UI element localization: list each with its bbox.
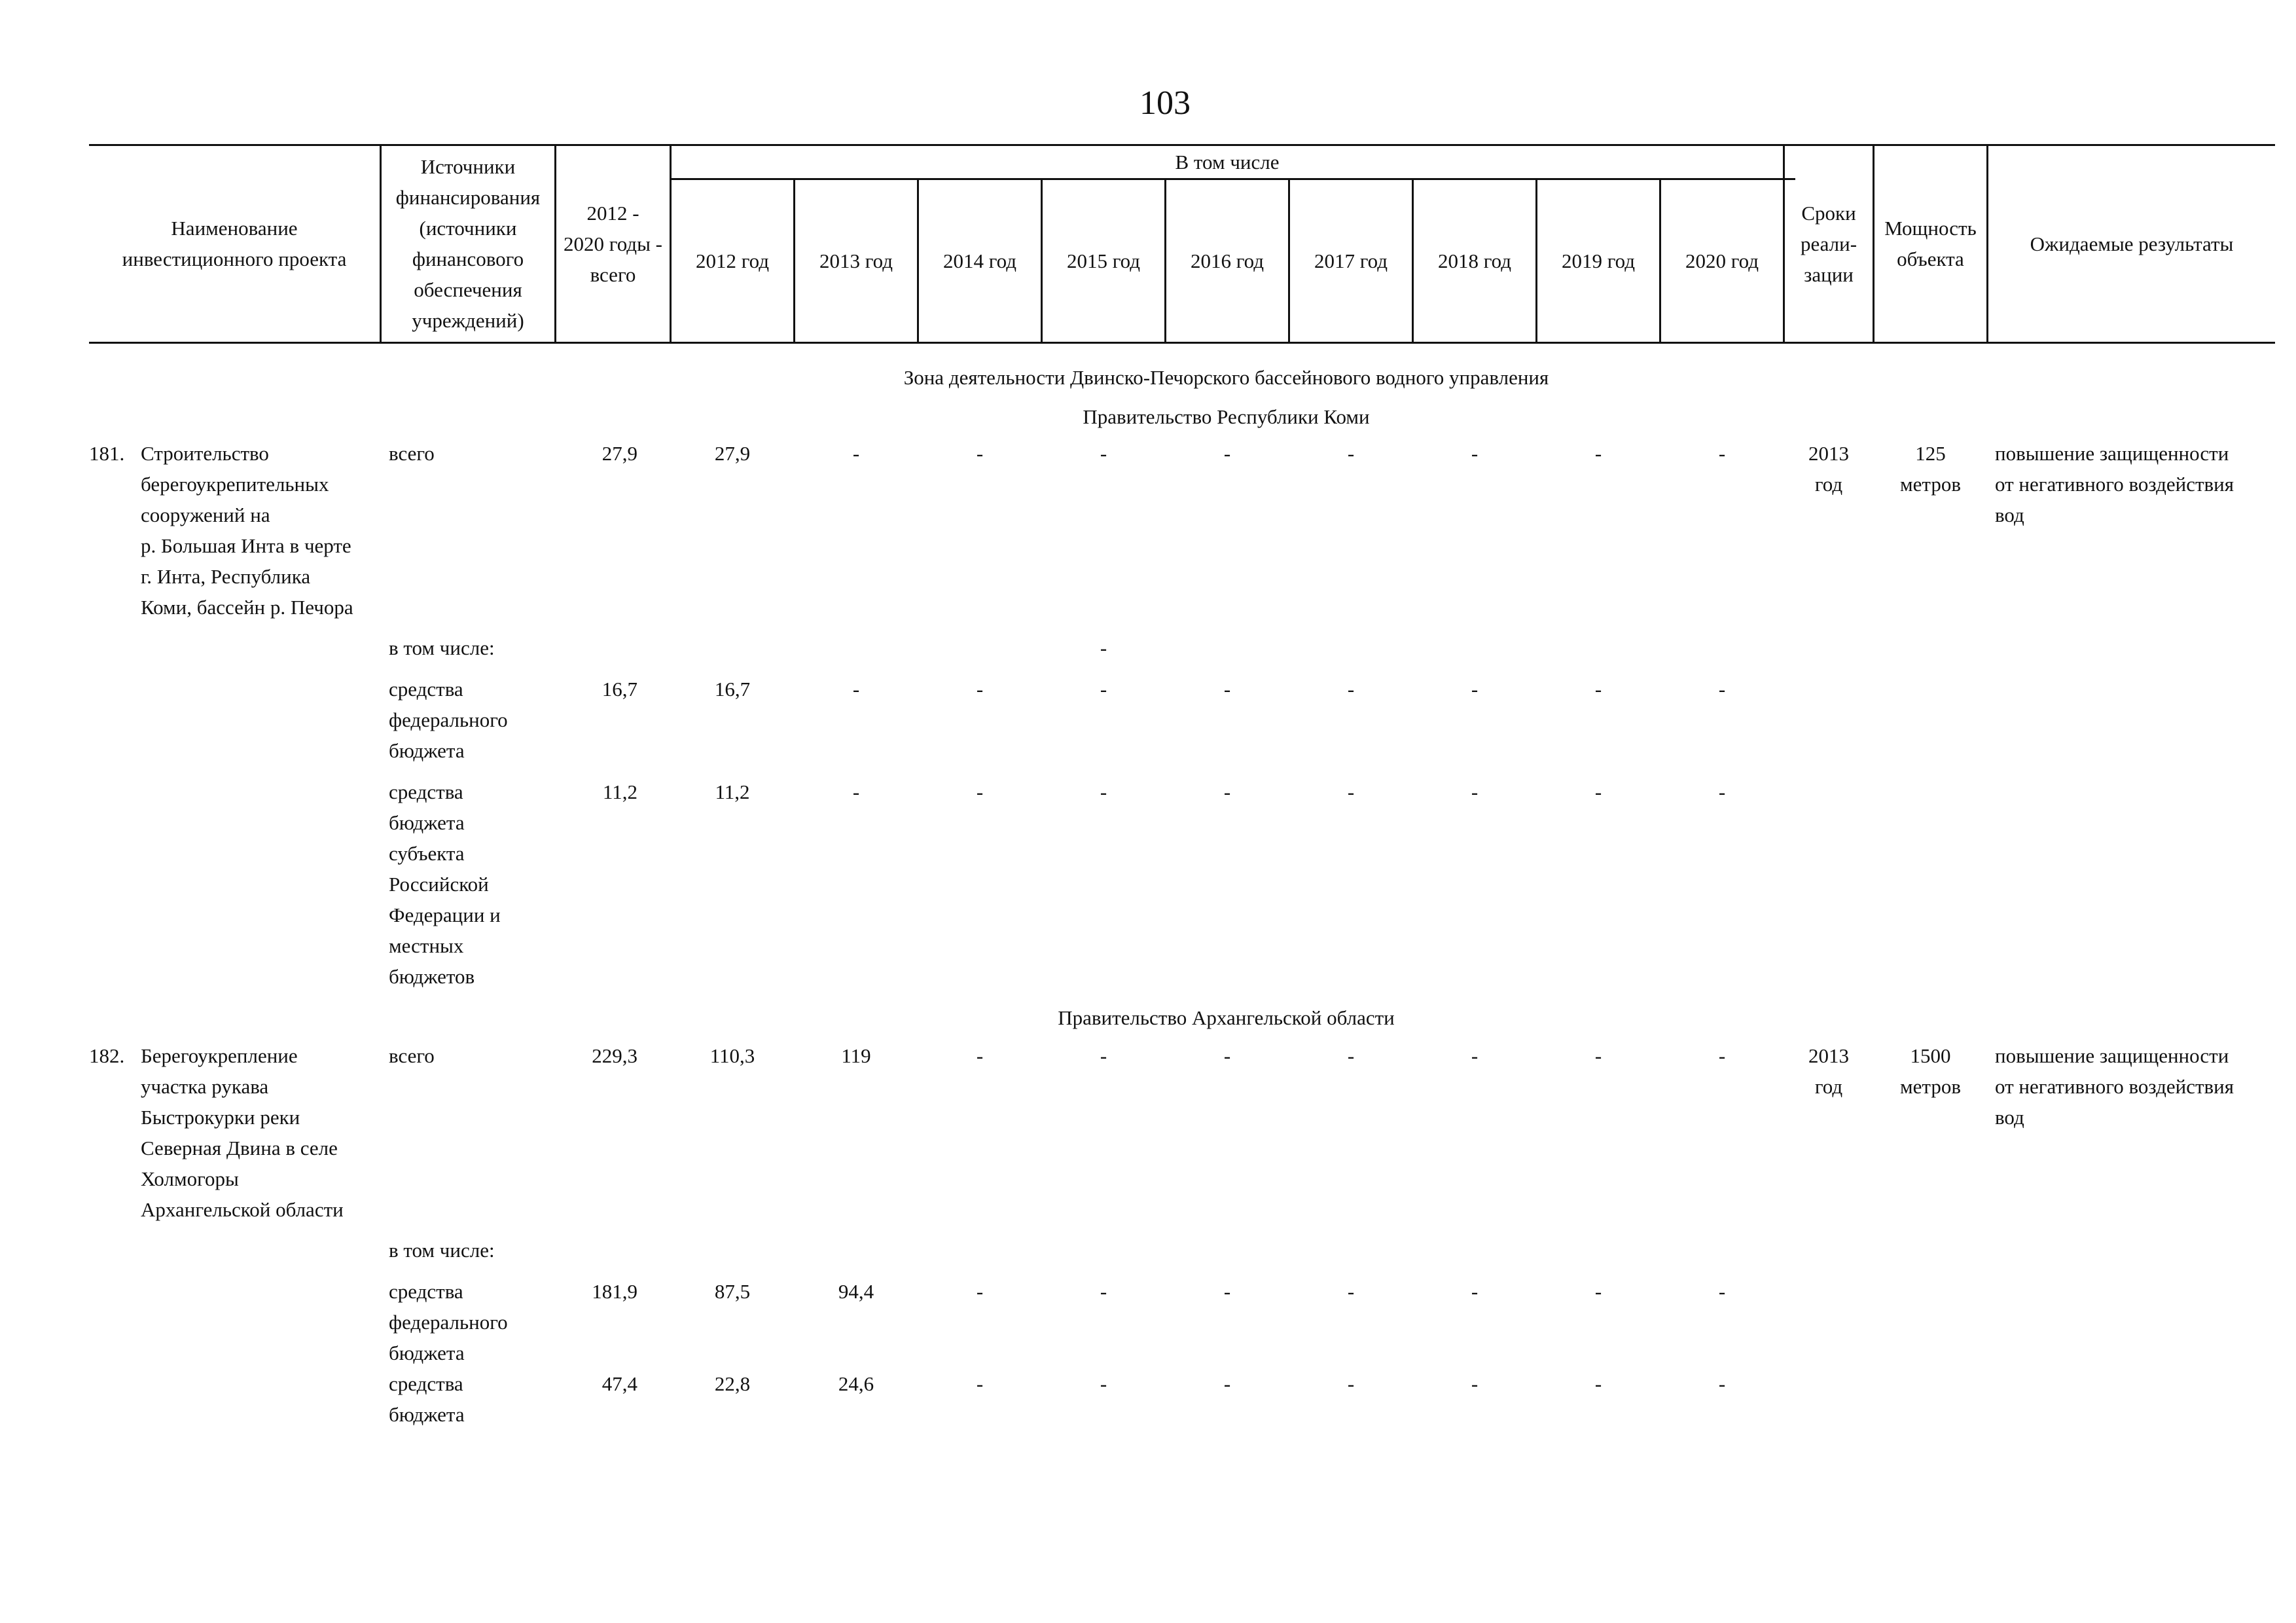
year-value: - bbox=[1718, 780, 1726, 803]
source-label: всего bbox=[389, 1044, 435, 1067]
header-year-2014: 2014 год bbox=[942, 249, 1017, 272]
header-year-2016: 2016 год bbox=[1190, 249, 1265, 272]
year-value: - bbox=[976, 1372, 984, 1395]
header-year-2019: 2019 год bbox=[1561, 249, 1636, 272]
year-value: - bbox=[1471, 678, 1479, 701]
year-value: - bbox=[1594, 780, 1602, 803]
year-value: - bbox=[1471, 442, 1479, 465]
total-value: 27,9 bbox=[601, 442, 637, 465]
header-results: Ожидаемые результаты bbox=[2030, 232, 2234, 255]
year-value: 87,5 bbox=[714, 1280, 751, 1303]
header-sources: Источники финансирования (источники финансового обеспечения учреждений) bbox=[395, 155, 541, 332]
header-year-2013: 2013 год bbox=[819, 249, 893, 272]
header-year-2017: 2017 год bbox=[1314, 249, 1388, 272]
source-label: всего bbox=[389, 442, 435, 465]
total-value: 11,2 bbox=[602, 780, 637, 803]
year-value: 24,6 bbox=[838, 1372, 874, 1395]
year-value: - bbox=[1471, 780, 1479, 803]
page-number: 103 bbox=[1139, 84, 1191, 122]
year-value: - bbox=[976, 678, 984, 701]
year-value: 27,9 bbox=[714, 442, 751, 465]
project-number: 181. bbox=[89, 442, 125, 465]
year-value: - bbox=[1223, 1044, 1231, 1067]
header-year-2012: 2012 год bbox=[695, 249, 770, 272]
year-value: - bbox=[976, 442, 984, 465]
year-value: - bbox=[1347, 1372, 1355, 1395]
header-including: В том числе bbox=[1175, 150, 1280, 173]
project-number: 182. bbox=[89, 1044, 125, 1067]
year-value: - bbox=[852, 780, 860, 803]
year-value: - bbox=[1594, 678, 1602, 701]
year-value: 119 bbox=[841, 1044, 871, 1067]
year-value: - bbox=[1594, 1044, 1602, 1067]
year-value: - bbox=[1347, 1280, 1355, 1303]
year-value: 110,3 bbox=[709, 1044, 755, 1067]
zone-title: Зона деятельности Двинско-Печорского бассейнового водного управления bbox=[903, 366, 1549, 389]
year-value: - bbox=[1223, 1372, 1231, 1395]
year-value: - bbox=[1718, 442, 1726, 465]
year-value: - bbox=[1100, 636, 1107, 659]
total-value: 229,3 bbox=[592, 1044, 637, 1067]
year-value: - bbox=[1471, 1044, 1479, 1067]
year-value: - bbox=[976, 1280, 984, 1303]
year-value: - bbox=[852, 442, 860, 465]
year-value: 11,2 bbox=[715, 780, 750, 803]
year-value: - bbox=[1718, 1044, 1726, 1067]
year-value: 16,7 bbox=[714, 678, 751, 701]
year-value: - bbox=[976, 1044, 984, 1067]
total-value: 16,7 bbox=[601, 678, 637, 701]
year-value: - bbox=[976, 780, 984, 803]
group-title: Правительство Республики Коми bbox=[1083, 405, 1370, 428]
year-value: - bbox=[1594, 1280, 1602, 1303]
header-year-2018: 2018 год bbox=[1437, 249, 1512, 272]
header-terms: Сроки реали- зации bbox=[1800, 201, 1857, 286]
group-title: Правительство Архангельской области bbox=[1058, 1006, 1395, 1029]
total-value: 181,9 bbox=[592, 1280, 637, 1303]
year-value: - bbox=[1471, 1280, 1479, 1303]
year-value: - bbox=[1100, 1044, 1107, 1067]
header-year-2015: 2015 год bbox=[1066, 249, 1141, 272]
year-value: - bbox=[1223, 780, 1231, 803]
year-value: - bbox=[1594, 1372, 1602, 1395]
source-label: в том числе: bbox=[389, 1239, 495, 1262]
year-value: - bbox=[1100, 1280, 1107, 1303]
total-value: 47,4 bbox=[601, 1372, 637, 1395]
year-value: 94,4 bbox=[838, 1280, 874, 1303]
header-year-2020: 2020 год bbox=[1685, 249, 1759, 272]
header-name: Наименование инвестиционного проекта bbox=[122, 217, 347, 270]
year-value: - bbox=[1100, 780, 1107, 803]
year-value: - bbox=[1347, 780, 1355, 803]
year-value: - bbox=[1347, 678, 1355, 701]
year-value: - bbox=[1223, 678, 1231, 701]
year-value: 22,8 bbox=[714, 1372, 751, 1395]
year-value: - bbox=[1223, 1280, 1231, 1303]
year-value: - bbox=[1100, 1372, 1107, 1395]
year-value: - bbox=[1718, 1280, 1726, 1303]
year-value: - bbox=[1718, 1372, 1726, 1395]
year-value: - bbox=[1594, 442, 1602, 465]
year-value: - bbox=[1223, 442, 1231, 465]
year-value: - bbox=[1347, 442, 1355, 465]
header-capacity: Мощность объекта bbox=[1884, 217, 1977, 270]
year-value: - bbox=[1718, 678, 1726, 701]
year-value: - bbox=[1347, 1044, 1355, 1067]
year-value: - bbox=[1100, 678, 1107, 701]
header-total: 2012 - 2020 годы - всего bbox=[564, 201, 662, 286]
year-value: - bbox=[852, 678, 860, 701]
year-value: - bbox=[1100, 442, 1107, 465]
year-value: - bbox=[1471, 1372, 1479, 1395]
source-label: в том числе: bbox=[389, 636, 495, 659]
